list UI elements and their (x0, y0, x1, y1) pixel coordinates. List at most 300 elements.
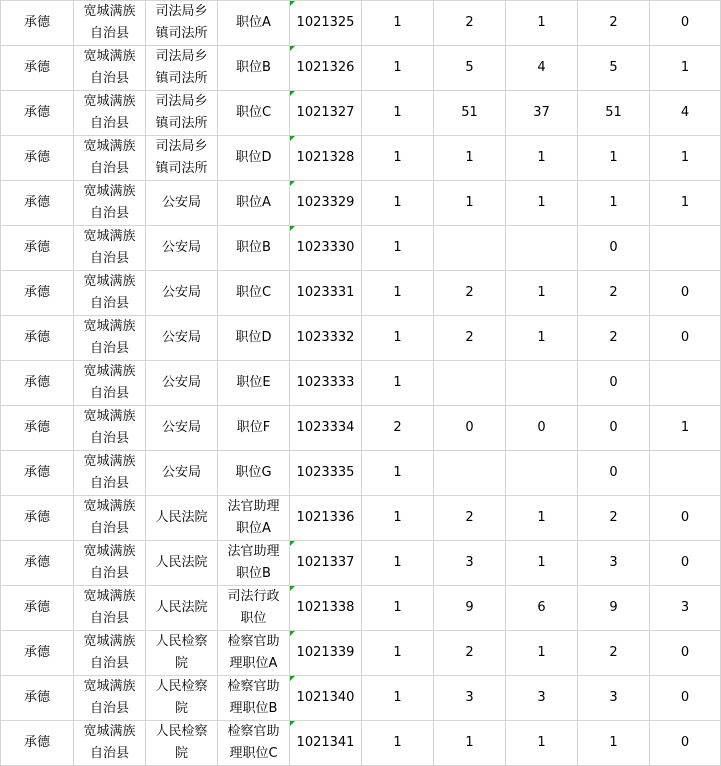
cell-position-code-text: 1021326 (296, 60, 355, 75)
cell-count-5-text: 0 (680, 330, 690, 345)
cell-count-5-text: 1 (680, 195, 690, 210)
cell-position-text: 职位C (235, 105, 272, 120)
cell-count-4-text: 0 (609, 420, 618, 435)
cell-department-text: 人民法院 (155, 555, 208, 570)
cell-count-1 (362, 406, 434, 451)
cell-position (218, 136, 290, 181)
cell-count-1-text: 2 (393, 420, 402, 435)
cell-position-code-text: 1023332 (296, 330, 355, 345)
cell-count-5 (650, 271, 721, 316)
cell-department (146, 1, 218, 46)
cell-count-1 (362, 676, 434, 721)
cell-city-text: 承德 (23, 285, 50, 300)
cell-city-text: 承德 (23, 195, 50, 210)
cell-count-2-text: 2 (465, 285, 474, 300)
cell-count-5 (650, 676, 721, 721)
cell-department-text: 司法局乡镇司法所 (155, 139, 208, 176)
cell-city-text: 承德 (23, 735, 50, 750)
cell-count-5 (650, 1, 721, 46)
comment-indicator-icon (290, 1, 295, 6)
table-row (1, 316, 721, 361)
cell-position (218, 226, 290, 271)
cell-count-4-text: 51 (605, 105, 622, 120)
cell-position-text: 职位A (236, 15, 271, 30)
cell-count-2 (434, 1, 506, 46)
cell-count-1-text: 1 (393, 510, 402, 525)
cell-count-1 (362, 586, 434, 631)
cell-position-text: 职位F (236, 420, 271, 435)
cell-department (146, 631, 218, 676)
cell-position (218, 46, 290, 91)
cell-position (218, 361, 290, 406)
cell-count-3 (506, 676, 578, 721)
cell-position-code (290, 496, 362, 541)
table-row (1, 631, 721, 676)
table-row (1, 406, 721, 451)
cell-county (74, 91, 146, 136)
cell-department-text: 公安局 (161, 465, 201, 480)
cell-count-3-text: 6 (537, 600, 546, 615)
cell-position-code (290, 91, 362, 136)
cell-position-text: 职位E (236, 375, 271, 390)
cell-count-4-text: 5 (609, 60, 618, 75)
cell-position-code (290, 676, 362, 721)
cell-county (74, 541, 146, 586)
cell-count-4-text: 1 (609, 195, 618, 210)
cell-count-3 (506, 271, 578, 316)
cell-count-3-text: 1 (537, 645, 546, 660)
cell-position-code (290, 226, 362, 271)
cell-count-4 (578, 361, 650, 406)
cell-position-code (290, 46, 362, 91)
cell-position-code (290, 181, 362, 226)
cell-count-2 (434, 406, 506, 451)
cell-department-text: 公安局 (161, 240, 201, 255)
cell-count-3 (506, 91, 578, 136)
cell-count-3-text: 1 (537, 285, 546, 300)
cell-position-code (290, 136, 362, 181)
cell-count-1-text: 1 (393, 15, 402, 30)
cell-count-4 (578, 226, 650, 271)
cell-position-text: 职位A (236, 195, 271, 210)
cell-count-5-text: 0 (680, 285, 690, 300)
cell-count-2 (434, 676, 506, 721)
cell-count-5-text: 0 (680, 735, 690, 750)
cell-department-text: 人民检察院 (155, 679, 208, 716)
cell-count-4-text: 2 (609, 510, 618, 525)
cell-county-text: 宽城满族自治县 (83, 4, 136, 41)
cell-count-4-text: 0 (609, 465, 618, 480)
cell-department (146, 316, 218, 361)
cell-count-3 (506, 496, 578, 541)
cell-count-1-text: 1 (393, 600, 402, 615)
cell-count-4-text: 1 (609, 150, 618, 165)
cell-count-2 (434, 46, 506, 91)
cell-count-2-text: 2 (465, 330, 474, 345)
cell-count-2-text: 9 (465, 600, 474, 615)
cell-count-1-text: 1 (393, 690, 402, 705)
cell-city (1, 181, 74, 226)
cell-count-1 (362, 181, 434, 226)
cell-count-2 (434, 721, 506, 766)
comment-indicator-icon (290, 676, 295, 681)
cell-count-3 (506, 46, 578, 91)
cell-department (146, 271, 218, 316)
cell-city (1, 541, 74, 586)
cell-count-4 (578, 631, 650, 676)
cell-count-2-text: 0 (465, 420, 474, 435)
cell-count-3 (506, 451, 578, 496)
table-row (1, 226, 721, 271)
cell-city-text: 承德 (23, 330, 50, 345)
cell-count-4-text: 2 (609, 15, 618, 30)
cell-count-1 (362, 226, 434, 271)
cell-department (146, 541, 218, 586)
table-row (1, 721, 721, 766)
cell-count-3-text: 3 (537, 690, 546, 705)
cell-count-5 (650, 721, 721, 766)
cell-department (146, 226, 218, 271)
cell-count-5 (650, 586, 721, 631)
cell-position-code-text: 1021340 (296, 690, 355, 705)
cell-department (146, 46, 218, 91)
cell-city (1, 451, 74, 496)
cell-city-text: 承德 (23, 510, 50, 525)
cell-count-5-text: 0 (680, 645, 690, 660)
cell-position-text: 职位B (236, 240, 271, 255)
cell-count-1-text: 1 (393, 555, 402, 570)
cell-position-code-text: 1021338 (296, 600, 355, 615)
cell-county (74, 586, 146, 631)
cell-position-code-text: 1023334 (296, 420, 355, 435)
cell-count-5 (650, 451, 721, 496)
comment-indicator-icon (290, 586, 295, 591)
cell-count-2-text: 5 (465, 60, 474, 75)
cell-county (74, 316, 146, 361)
cell-county (74, 631, 146, 676)
cell-city-text: 承德 (23, 15, 50, 30)
table-row (1, 586, 721, 631)
cell-city (1, 496, 74, 541)
cell-city-text: 承德 (23, 690, 50, 705)
cell-count-2-text: 3 (465, 690, 474, 705)
cell-department (146, 181, 218, 226)
cell-count-4 (578, 586, 650, 631)
cell-count-2 (434, 136, 506, 181)
cell-count-1 (362, 541, 434, 586)
comment-indicator-icon (290, 541, 295, 546)
table-row (1, 181, 721, 226)
cell-count-1 (362, 91, 434, 136)
cell-position (218, 91, 290, 136)
cell-count-5 (650, 541, 721, 586)
cell-position (218, 676, 290, 721)
cell-count-2 (434, 226, 506, 271)
cell-count-1-text: 1 (393, 735, 402, 750)
cell-count-2 (434, 631, 506, 676)
cell-county-text: 宽城满族自治县 (83, 634, 136, 671)
cell-position-text: 职位D (235, 150, 272, 165)
cell-position-code (290, 1, 362, 46)
cell-position-text: 职位C (235, 285, 272, 300)
cell-count-5 (650, 496, 721, 541)
cell-count-3 (506, 586, 578, 631)
cell-position (218, 586, 290, 631)
cell-position (218, 451, 290, 496)
cell-count-4 (578, 676, 650, 721)
cell-count-3 (506, 721, 578, 766)
cell-position-text: 司法行政职位 (227, 589, 280, 626)
cell-count-3 (506, 181, 578, 226)
cell-position-code-text: 1021336 (296, 510, 355, 525)
cell-city (1, 316, 74, 361)
comment-indicator-icon (290, 631, 295, 636)
cell-county (74, 136, 146, 181)
cell-department-text: 司法局乡镇司法所 (155, 49, 208, 86)
cell-count-5-text: 3 (680, 600, 690, 615)
cell-county (74, 496, 146, 541)
cell-count-5 (650, 361, 721, 406)
cell-department (146, 136, 218, 181)
cell-department-text: 司法局乡镇司法所 (155, 4, 208, 41)
cell-count-2-text: 1 (465, 735, 474, 750)
cell-count-4-text: 0 (609, 375, 618, 390)
cell-count-5-text: 1 (680, 60, 690, 75)
cell-position (218, 406, 290, 451)
cell-position-text: 职位D (235, 330, 272, 345)
cell-city-text: 承德 (23, 240, 50, 255)
cell-count-4 (578, 406, 650, 451)
cell-count-4 (578, 91, 650, 136)
cell-count-3-text: 1 (537, 510, 546, 525)
cell-count-3 (506, 361, 578, 406)
cell-department-text: 公安局 (161, 195, 201, 210)
cell-count-2-text: 2 (465, 645, 474, 660)
cell-position-code-text: 1023333 (296, 375, 355, 390)
cell-count-1 (362, 631, 434, 676)
cell-count-4 (578, 451, 650, 496)
cell-county-text: 宽城满族自治县 (83, 94, 136, 131)
cell-count-3-text: 1 (537, 555, 546, 570)
cell-count-5-text: 1 (680, 150, 690, 165)
cell-count-5-text: 0 (680, 555, 690, 570)
cell-position-code-text: 1023331 (296, 285, 355, 300)
cell-county-text: 宽城满族自治县 (83, 49, 136, 86)
comment-indicator-icon (290, 91, 295, 96)
cell-count-1 (362, 316, 434, 361)
cell-count-5 (650, 631, 721, 676)
cell-position-code (290, 541, 362, 586)
cell-count-5 (650, 181, 721, 226)
cell-count-3 (506, 1, 578, 46)
cell-count-1-text: 1 (393, 195, 402, 210)
cell-position-code-text: 1021325 (296, 15, 355, 30)
cell-city-text: 承德 (23, 645, 50, 660)
cell-position-code-text: 1021327 (296, 105, 355, 120)
cell-city-text: 承德 (23, 105, 50, 120)
cell-city-text: 承德 (23, 420, 50, 435)
cell-city (1, 586, 74, 631)
cell-count-5 (650, 136, 721, 181)
cell-position-code-text: 1023329 (296, 195, 355, 210)
cell-county (74, 721, 146, 766)
cell-city-text: 承德 (23, 600, 50, 615)
cell-count-1 (362, 136, 434, 181)
cell-county-text: 宽城满族自治县 (83, 499, 136, 536)
cell-county (74, 406, 146, 451)
cell-count-1-text: 1 (393, 240, 402, 255)
cell-count-2-text: 51 (461, 105, 478, 120)
cell-city-text: 承德 (23, 555, 50, 570)
cell-position-code-text: 1021339 (296, 645, 355, 660)
cell-city-text: 承德 (23, 150, 50, 165)
cell-count-1 (362, 496, 434, 541)
cell-county-text: 宽城满族自治县 (83, 454, 136, 491)
cell-department-text: 公安局 (161, 330, 201, 345)
cell-county-text: 宽城满族自治县 (83, 274, 136, 311)
cell-count-3-text: 1 (537, 195, 546, 210)
cell-department-text: 公安局 (161, 375, 201, 390)
cell-county (74, 451, 146, 496)
cell-count-3 (506, 406, 578, 451)
cell-count-1-text: 1 (393, 150, 402, 165)
cell-position-text: 检察官助理职位A (227, 634, 280, 671)
cell-city-text: 承德 (23, 465, 50, 480)
cell-count-1 (362, 46, 434, 91)
cell-city (1, 271, 74, 316)
cell-count-4-text: 9 (609, 600, 618, 615)
cell-count-2 (434, 586, 506, 631)
cell-county-text: 宽城满族自治县 (83, 319, 136, 356)
cell-position-code (290, 451, 362, 496)
cell-position-code-text: 1021337 (296, 555, 355, 570)
cell-count-4-text: 3 (609, 555, 618, 570)
cell-position (218, 496, 290, 541)
cell-position-text: 检察官助理职位C (227, 724, 280, 761)
cell-count-1-text: 1 (393, 330, 402, 345)
cell-count-5-text: 0 (680, 15, 690, 30)
table-row (1, 46, 721, 91)
cell-count-2 (434, 271, 506, 316)
cell-department-text: 公安局 (161, 285, 201, 300)
cell-count-1 (362, 721, 434, 766)
table-row (1, 91, 721, 136)
cell-count-2-text: 1 (465, 195, 474, 210)
cell-count-2 (434, 181, 506, 226)
cell-count-5-text: 0 (680, 510, 690, 525)
cell-count-2 (434, 316, 506, 361)
cell-count-4-text: 2 (609, 645, 618, 660)
cell-position-text: 法官助理职位A (227, 499, 280, 536)
cell-count-4-text: 3 (609, 690, 618, 705)
cell-county (74, 1, 146, 46)
cell-count-4 (578, 1, 650, 46)
cell-count-4 (578, 541, 650, 586)
cell-position (218, 721, 290, 766)
cell-department (146, 586, 218, 631)
cell-county (74, 226, 146, 271)
cell-county-text: 宽城满族自治县 (83, 589, 136, 626)
comment-indicator-icon (290, 181, 295, 186)
cell-county-text: 宽城满族自治县 (83, 364, 136, 401)
cell-department (146, 496, 218, 541)
cell-city (1, 676, 74, 721)
cell-county-text: 宽城满族自治县 (83, 679, 136, 716)
cell-count-1-text: 1 (393, 285, 402, 300)
cell-count-4 (578, 181, 650, 226)
cell-count-2 (434, 496, 506, 541)
cell-city (1, 361, 74, 406)
cell-count-2 (434, 91, 506, 136)
cell-count-1-text: 1 (393, 645, 402, 660)
table-row (1, 1, 721, 46)
cell-count-3-text: 0 (537, 420, 546, 435)
cell-count-2-text: 3 (465, 555, 474, 570)
cell-count-4 (578, 721, 650, 766)
cell-position-text: 检察官助理职位B (227, 679, 280, 716)
cell-count-1-text: 1 (393, 60, 402, 75)
cell-position-code-text: 1023335 (296, 465, 355, 480)
cell-count-4-text: 1 (609, 735, 618, 750)
cell-county-text: 宽城满族自治县 (83, 724, 136, 761)
cell-count-1-text: 1 (393, 465, 402, 480)
cell-count-2 (434, 361, 506, 406)
cell-count-3 (506, 541, 578, 586)
cell-position (218, 631, 290, 676)
cell-county-text: 宽城满族自治县 (83, 409, 136, 446)
cell-count-1 (362, 361, 434, 406)
cell-department (146, 676, 218, 721)
cell-count-5-text: 0 (680, 690, 690, 705)
cell-department-text: 人民法院 (155, 510, 208, 525)
cell-count-3 (506, 136, 578, 181)
cell-count-5-text: 4 (680, 105, 690, 120)
cell-count-1 (362, 451, 434, 496)
cell-count-4-text: 2 (609, 330, 618, 345)
cell-count-5 (650, 91, 721, 136)
cell-position-text: 职位B (236, 60, 271, 75)
table-row (1, 271, 721, 316)
cell-count-2-text: 2 (465, 510, 474, 525)
cell-position (218, 541, 290, 586)
cell-city (1, 91, 74, 136)
cell-city (1, 136, 74, 181)
cell-count-3 (506, 226, 578, 271)
cell-city-text: 承德 (23, 375, 50, 390)
cell-city (1, 1, 74, 46)
cell-count-3-text: 37 (533, 105, 550, 120)
cell-count-3-text: 1 (537, 150, 546, 165)
cell-county-text: 宽城满族自治县 (83, 139, 136, 176)
cell-position (218, 181, 290, 226)
table-row (1, 451, 721, 496)
cell-count-4 (578, 271, 650, 316)
cell-county (74, 361, 146, 406)
cell-count-4 (578, 136, 650, 181)
cell-department (146, 406, 218, 451)
comment-indicator-icon (290, 721, 295, 726)
cell-department-text: 人民检察院 (155, 724, 208, 761)
cell-position (218, 1, 290, 46)
comment-indicator-icon (290, 46, 295, 51)
cell-department (146, 721, 218, 766)
cell-county-text: 宽城满族自治县 (83, 544, 136, 581)
table-row (1, 361, 721, 406)
cell-position-code-text: 1023330 (296, 240, 355, 255)
table-row (1, 496, 721, 541)
cell-county (74, 676, 146, 721)
cell-position (218, 271, 290, 316)
